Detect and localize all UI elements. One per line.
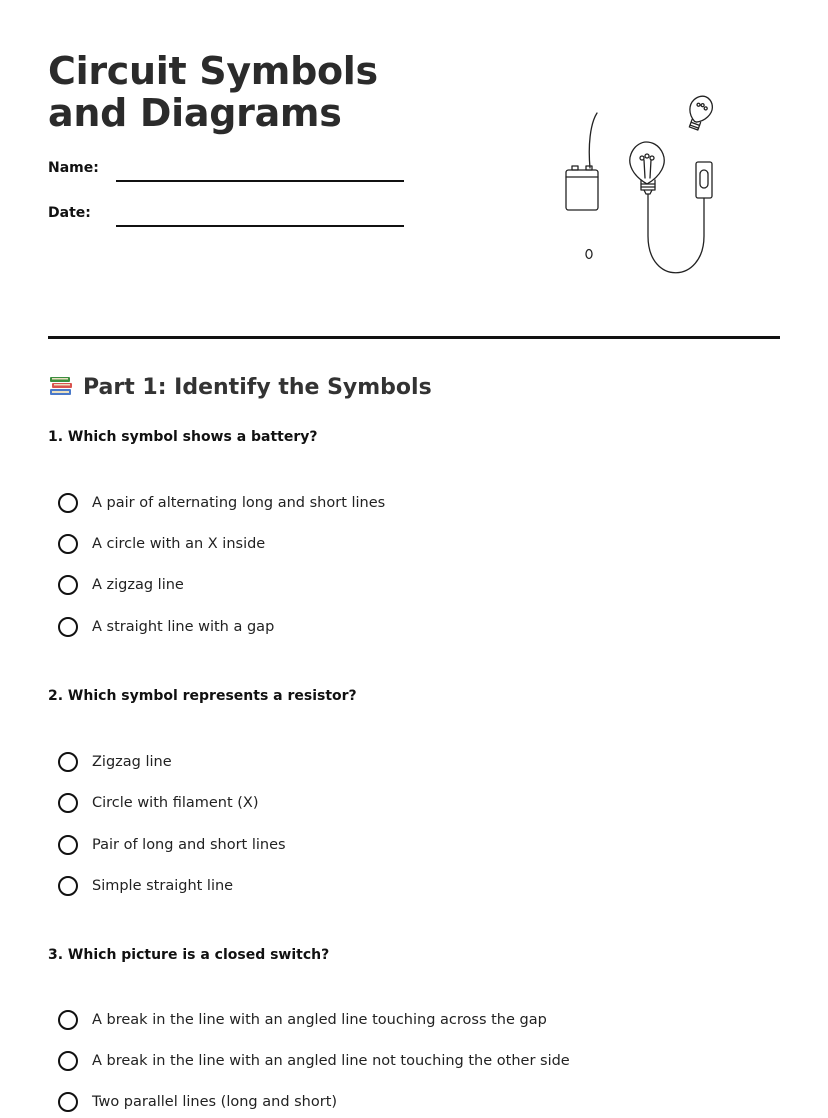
worksheet-header bbox=[48, 0, 780, 300]
radio-button[interactable] bbox=[58, 1010, 78, 1030]
q2-option-4[interactable] bbox=[58, 873, 233, 899]
option-label: A circle with an X inside bbox=[92, 536, 266, 552]
switch-icon bbox=[696, 162, 712, 198]
question-text: 3. Which picture is a closed switch? bbox=[48, 947, 330, 963]
light-bulb-icon bbox=[630, 142, 664, 194]
books-icon bbox=[48, 374, 74, 400]
q1-option-1[interactable] bbox=[58, 490, 385, 516]
worksheet-page bbox=[48, 0, 780, 1110]
radio-button[interactable] bbox=[58, 575, 78, 595]
name-field[interactable] bbox=[48, 160, 408, 190]
option-label: Two parallel lines (long and short) bbox=[92, 1094, 338, 1110]
question-text: 1. Which symbol shows a battery? bbox=[48, 429, 318, 445]
option-label: A break in the line with an angled line not touching the other side bbox=[92, 1053, 570, 1069]
question-1 bbox=[48, 428, 780, 446]
worksheet-title: Circuit Symbols and Diagrams bbox=[48, 49, 378, 135]
q3-option-1[interactable] bbox=[58, 1007, 547, 1033]
name-input-line[interactable] bbox=[116, 180, 404, 182]
date-input-line[interactable] bbox=[116, 225, 404, 227]
wire-icon bbox=[589, 113, 597, 168]
q3-option-3[interactable] bbox=[58, 1089, 337, 1115]
cable-icon bbox=[648, 194, 704, 273]
small-bead-icon bbox=[586, 250, 592, 259]
radio-button[interactable] bbox=[58, 876, 78, 896]
option-label: Simple straight line bbox=[92, 878, 234, 894]
radio-button[interactable] bbox=[58, 1051, 78, 1071]
small-light-bulb-icon bbox=[683, 93, 715, 132]
q1-option-4[interactable] bbox=[58, 614, 274, 640]
radio-button[interactable] bbox=[58, 793, 78, 813]
q2-option-2[interactable] bbox=[58, 790, 259, 816]
radio-button[interactable] bbox=[58, 534, 78, 554]
question-3 bbox=[48, 946, 780, 964]
name-label: Name: bbox=[48, 160, 99, 176]
option-label: A pair of alternating long and short lines bbox=[92, 495, 386, 511]
option-label: A zigzag line bbox=[92, 577, 184, 593]
date-label: Date: bbox=[48, 205, 91, 221]
option-label: Zigzag line bbox=[92, 754, 172, 770]
q1-option-2[interactable] bbox=[58, 531, 265, 557]
radio-button[interactable] bbox=[58, 1092, 78, 1112]
section-divider bbox=[48, 336, 780, 339]
part1-title: Part 1: Identify the Symbols bbox=[83, 374, 432, 400]
option-label: A straight line with a gap bbox=[92, 619, 275, 635]
option-label: A break in the line with an angled line touching across the gap bbox=[92, 1012, 547, 1028]
date-field[interactable] bbox=[48, 205, 408, 235]
question-2 bbox=[48, 687, 780, 705]
radio-button[interactable] bbox=[58, 617, 78, 637]
q1-option-3[interactable] bbox=[58, 572, 184, 598]
option-label: Pair of long and short lines bbox=[92, 837, 286, 853]
q2-option-1[interactable] bbox=[58, 749, 172, 775]
radio-button[interactable] bbox=[58, 835, 78, 855]
radio-button[interactable] bbox=[58, 493, 78, 513]
option-label: Circle with filament (X) bbox=[92, 795, 259, 811]
q3-option-2[interactable] bbox=[58, 1048, 570, 1074]
question-text: 2. Which symbol represents a resistor? bbox=[48, 688, 357, 704]
radio-button[interactable] bbox=[58, 752, 78, 772]
battery-icon bbox=[566, 166, 598, 210]
circuit-illustration bbox=[556, 86, 736, 286]
q2-option-3[interactable] bbox=[58, 832, 286, 858]
part1-heading bbox=[48, 374, 432, 400]
